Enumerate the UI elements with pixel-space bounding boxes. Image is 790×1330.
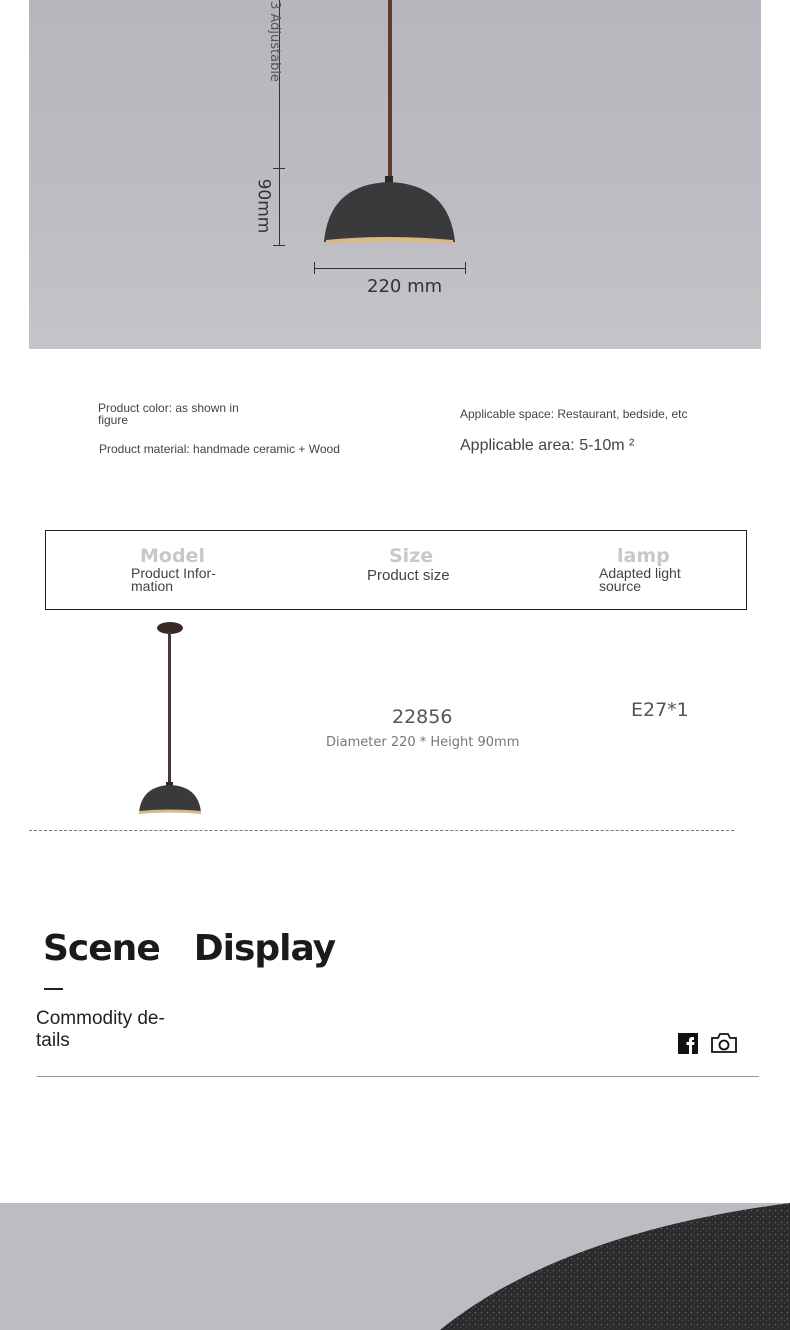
dashed-divider bbox=[29, 830, 734, 831]
width-dimension-line bbox=[314, 268, 466, 269]
lamp-cord bbox=[388, 0, 392, 182]
dimension-tick bbox=[273, 168, 285, 169]
model-column bbox=[131, 545, 241, 593]
size-value: Diameter 220 * Height 90mm bbox=[326, 735, 520, 750]
title-dash bbox=[44, 988, 63, 990]
light-source-value: E27*1 bbox=[631, 699, 689, 721]
width-label: 220 mm bbox=[367, 276, 443, 297]
scene-image bbox=[0, 1203, 790, 1330]
lamp-column bbox=[599, 545, 699, 593]
share-icons bbox=[678, 1032, 738, 1054]
adjustable-label: 3 Adjustable bbox=[266, 1, 282, 82]
product-material: Product material: handmade ceramic + Wood bbox=[99, 442, 340, 456]
spec-table-header bbox=[45, 530, 747, 610]
section-subtitle: Commodity de-tails bbox=[36, 1008, 165, 1051]
applicable-area: Applicable area: 5-10m ² bbox=[460, 437, 635, 454]
height-label: 90mm bbox=[253, 178, 274, 234]
product-color: Product color: as shown in figure bbox=[98, 401, 239, 427]
model-heading: Model bbox=[140, 545, 205, 567]
dimension-tick bbox=[314, 262, 315, 274]
dimension-tick bbox=[273, 245, 285, 246]
applicable-space: Applicable space: Restaurant, bedside, etc bbox=[460, 407, 688, 421]
dimension-tick bbox=[465, 262, 466, 274]
product-thumbnail bbox=[130, 620, 210, 820]
lamp-closeup-image bbox=[0, 1203, 790, 1330]
section-divider bbox=[37, 1076, 759, 1077]
model-subheading: Product Infor-mation bbox=[131, 565, 216, 594]
lamp-shade-image bbox=[319, 176, 459, 248]
section-title: Scene Display bbox=[43, 928, 336, 969]
lamp-heading: lamp bbox=[617, 545, 670, 567]
model-number: 22856 bbox=[392, 706, 453, 728]
facebook-icon[interactable] bbox=[678, 1033, 698, 1054]
size-subheading: Product size bbox=[367, 567, 450, 584]
dimension-image bbox=[29, 0, 761, 349]
size-column bbox=[367, 545, 477, 585]
camera-icon[interactable] bbox=[710, 1032, 738, 1054]
lamp-subheading: Adapted light source bbox=[599, 565, 681, 594]
size-heading: Size bbox=[389, 545, 434, 567]
